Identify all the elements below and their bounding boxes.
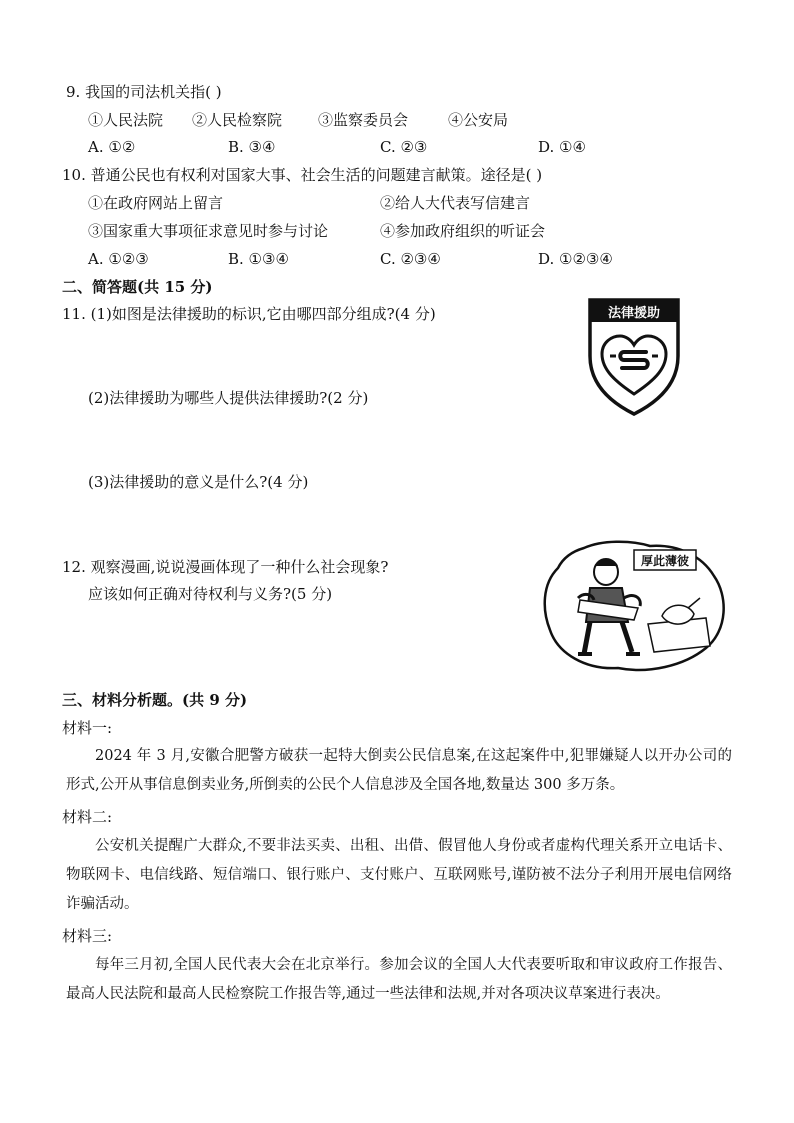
q10-item-2: ②给人大代表写信建言 xyxy=(380,194,531,212)
material3-text: 每年三月初,全国人民代表大会在北京举行。参加会议的全国人大代表要听取和审议政府工作报告、最高人民法院和最高人民检察院工作报告等,通过一些法律和法规,并对各项决议草案进行表决。 xyxy=(66,957,732,1002)
cartoon-caption: 厚此薄彼 xyxy=(640,554,690,568)
q10-option-a: A. ①②③ xyxy=(88,250,149,268)
q9-option-a: A. ①② xyxy=(88,138,136,156)
material2-text: 公安机关提醒广大群众,不要非法买卖、出租、出借、假冒他人身份或者虚构代理关系开立电话卡、物联网卡、电信线路、短信端口、银行账户、支付账户、互联网账号,谨防被不法分子利用开展电信网络诈骗活动。 xyxy=(66,838,732,912)
q12-line2: 应该如何正确对待权利与义务?(5 分) xyxy=(88,585,333,603)
q11-part3: (3)法律援助的意义是什么?(4 分) xyxy=(88,473,309,491)
q9-option-c: C. ②③ xyxy=(380,138,428,156)
material2-label: 材料二: xyxy=(62,808,113,826)
q9-option-b: B. ③④ xyxy=(228,138,276,156)
q9-item-4: ④公安局 xyxy=(448,111,509,129)
q10-option-b: B. ①③④ xyxy=(228,250,289,268)
q11-part1: 11. (1)如图是法律援助的标识,它由哪四部分组成?(4 分) xyxy=(62,305,436,323)
section2-heading: 二、简答题(共 15 分) xyxy=(62,278,213,296)
q9-item-1: ①人民法院 xyxy=(88,111,164,129)
q10-stem: 10. 普通公民也有权利对国家大事、社会生活的问题建言献策。途径是( ) xyxy=(62,166,543,184)
cartoon-illustration xyxy=(538,538,730,674)
material1-label: 材料一: xyxy=(62,719,113,737)
q11-part2: (2)法律援助为哪些人提供法律援助?(2 分) xyxy=(88,389,369,407)
q10-option-d: D. ①②③④ xyxy=(538,250,613,268)
q9-item-2: ②人民检察院 xyxy=(192,111,283,129)
legal-aid-logo xyxy=(586,296,682,418)
q10-option-c: C. ②③④ xyxy=(380,250,441,268)
q9-item-3: ③监察委员会 xyxy=(318,111,409,129)
material1-text: 2024 年 3 月,安徽合肥警方破获一起特大倒卖公民信息案,在这起案件中,犯罪嫌疑人以开办公司的形式,公开从事信息倒卖业务,所倒卖的公民个人信息涉及全国各地,数量达 300 多万条。 xyxy=(66,748,732,793)
legal-aid-logo-text: 法律援助 xyxy=(607,306,661,321)
q9-stem: 9. 我国的司法机关指( ) xyxy=(66,83,222,101)
q12-line1: 12. 观察漫画,说说漫画体现了一种什么社会现象? xyxy=(62,558,389,576)
q10-item-3: ③国家重大事项征求意见时参与讨论 xyxy=(88,222,329,240)
q9-option-d: D. ①④ xyxy=(538,138,586,156)
q10-item-4: ④参加政府组织的听证会 xyxy=(380,222,546,240)
q10-item-1: ①在政府网站上留言 xyxy=(88,194,224,212)
section3-heading: 三、材料分析题。(共 9 分) xyxy=(62,691,248,709)
material3-label: 材料三: xyxy=(62,927,113,945)
